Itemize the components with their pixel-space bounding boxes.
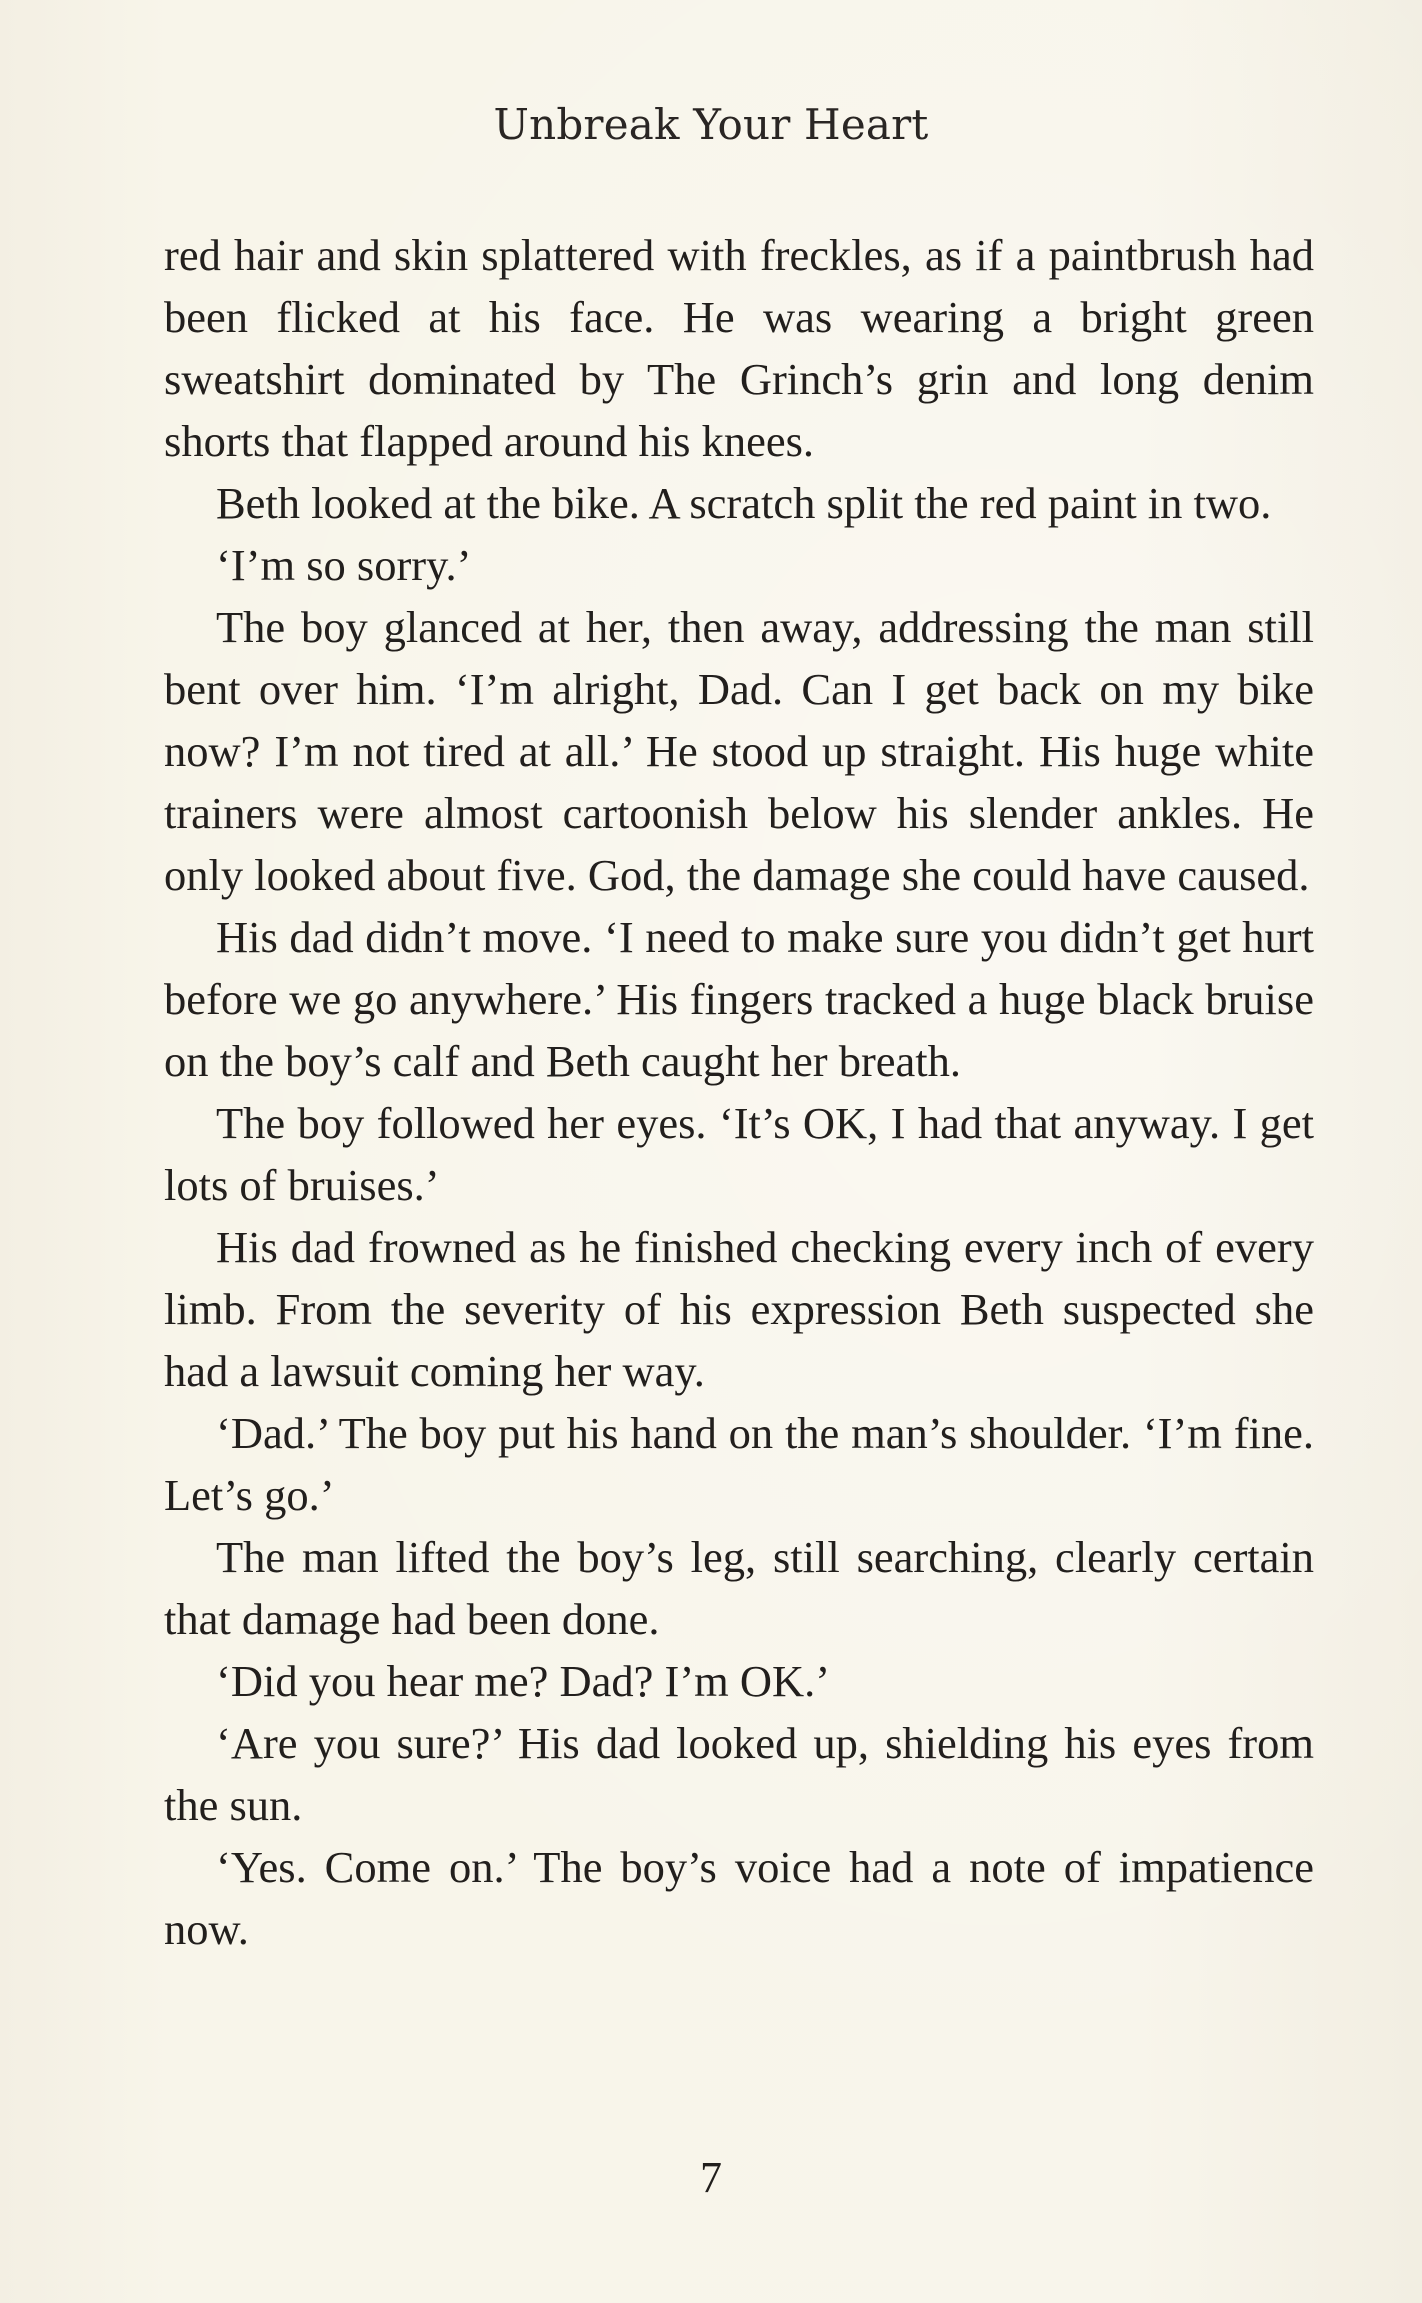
running-head-title: Unbreak Your Heart [493, 100, 929, 149]
paragraph: ‘Are you sure?’ His dad looked up, shielding his eyes from the sun. [164, 1718, 1314, 1830]
paragraph: ‘Did you hear me? Dad? I’m OK.’ [216, 1656, 831, 1706]
paragraph: The boy followed her eyes. ‘It’s OK, I had that anyway. I get lots of bruises.’ [164, 1098, 1314, 1210]
paragraph: Beth looked at the bike. A scratch split the red paint in two. [216, 478, 1272, 528]
paragraph: His dad frowned as he finished checking every inch of every limb. From the severity of his expression Beth suspected she had a lawsuit coming her way. [164, 1222, 1314, 1396]
paragraph: ‘I’m so sorry.’ [216, 540, 472, 590]
paragraph: red hair and skin splattered with freckles, as if a paintbrush had been flicked at his face. He was wearing a bright green sweatshirt dominated by The Grinch’s grin and long denim shorts that flapped around his knees. [164, 230, 1314, 466]
body-text [164, 224, 1314, 1960]
paragraph: The boy glanced at her, then away, addressing the man still bent over him. ‘I’m alright, Dad. Can I get back on my bike now? I’m not tired at all.’ He stood up straight. His huge white trainers were almost cartoonish below his slender ankles. He only looked about five. God, the damage she could have caused. [164, 602, 1314, 900]
paragraph: His dad didn’t move. ‘I need to make sure you didn’t get hurt before we go anywhere.’ His fingers tracked a huge black bruise on the boy’s calf and Beth caught her breath. [164, 912, 1314, 1086]
page-number: 7 [700, 2153, 722, 2202]
paragraph: The man lifted the boy’s leg, still searching, clearly certain that damage had been done. [164, 1532, 1314, 1644]
paragraph: ‘Yes. Come on.’ The boy’s voice had a note of impatience now. [164, 1842, 1314, 1954]
paragraph: ‘Dad.’ The boy put his hand on the man’s shoulder. ‘I’m fine. Let’s go.’ [164, 1408, 1314, 1520]
